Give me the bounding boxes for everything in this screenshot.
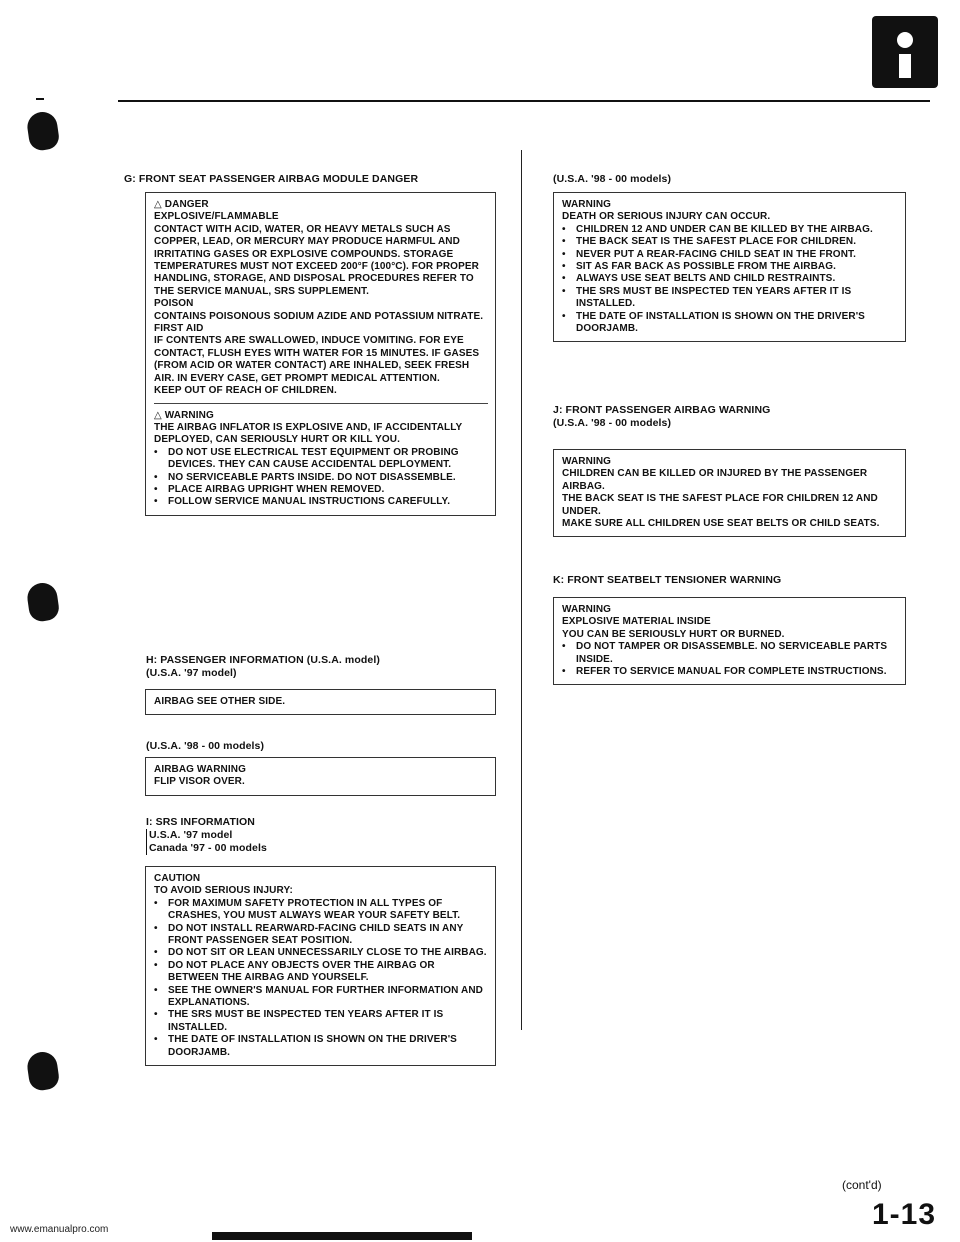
- warning-section: [154, 410, 488, 509]
- warning-intro: THE AIRBAG INFLATOR IS EXPLOSIVE AND, IF ACCIDENTALLY DEPLOYED, CAN SERIOUSLY HURT OR KILL YOU.: [154, 421, 463, 446]
- list-item: • SEE THE OWNER'S MANUAL FOR FURTHER INFORMATION AND EXPLANATIONS.: [154, 984, 483, 1009]
- warning-triangle-icon: △: [154, 199, 162, 210]
- list-item: • REFER TO SERVICE MANUAL FOR COMPLETE INSTRUCTIONS.: [562, 666, 887, 678]
- column-divider: [521, 150, 522, 1030]
- danger-text: KEEP OUT OF REACH OF CHILDREN.: [154, 385, 337, 397]
- list-item: • NO SERVICEABLE PARTS INSIDE. DO NOT DISASSEMBLE.: [154, 471, 456, 483]
- danger-text: POISON: [154, 298, 194, 310]
- binder-tab-2: [26, 581, 61, 623]
- margin-mark: [36, 98, 44, 100]
- caution-title: CAUTION: [154, 873, 201, 884]
- list-item: • SIT AS FAR BACK AS POSSIBLE FROM THE AIRBAG.: [562, 261, 836, 273]
- danger-text: EXPLOSIVE/FLAMMABLE: [154, 211, 279, 223]
- right-top-sub: (U.S.A. '98 - 00 models): [553, 173, 672, 185]
- k-heading: K: FRONT SEATBELT TENSIONER WARNING: [553, 574, 782, 586]
- continued-label: (cont'd): [842, 1178, 882, 1192]
- i-heading: I: SRS INFORMATION: [146, 816, 255, 828]
- j-heading: J: FRONT PASSENGER AIRBAG WARNING: [553, 404, 771, 416]
- binder-tab-3: [26, 1050, 61, 1092]
- header-rule: [118, 100, 930, 102]
- danger-text: CONTACT WITH ACID, WATER, OR HEAVY METALS SUCH AS COPPER, LEAD, OR MERCURY MAY PRODUCE HARMFUL AND IRRITATING GASES OR EXPLOSIVE COMPOUNDS. STORAGE TEMPERATURES MUST NOT EXCEED 200°F (100°C). FOR PROPER HANDLING, STORAGE, AND DISPOSAL PROCEDURES REFER TO THE SERVICE MANUAL, SRS SUPPLEMENT.: [154, 223, 479, 297]
- footer-bar: [212, 1232, 472, 1240]
- danger-section: [154, 199, 488, 404]
- danger-title: DANGER: [164, 199, 209, 210]
- passenger-airbag-warning-label: WARNING CHILDREN CAN BE KILLED OR INJURED BY THE PASSENGER AIRBAG. THE BACK SEAT IS THE SAFEST PLACE FOR CHILDREN 12 AND UNDER. MAKE SURE ALL CHILDREN USE SEAT BELTS OR CHILD SEATS.: [553, 449, 906, 537]
- list-item: • ALWAYS USE SEAT BELTS AND CHILD RESTRAINTS.: [562, 273, 836, 285]
- visor-warning-label: AIRBAG WARNING FLIP VISOR OVER.: [145, 757, 496, 796]
- warning-title: WARNING: [164, 409, 214, 421]
- h-sub2: (U.S.A. '98 - 00 models): [146, 740, 265, 752]
- warning-triangle-icon: △: [154, 409, 162, 421]
- list-item: • DO NOT USE ELECTRICAL TEST EQUIPMENT OR PROBING DEVICES. THEY CAN CAUSE ACCIDENTAL DEPLOYMENT.: [154, 446, 459, 471]
- list-item: • CHILDREN 12 AND UNDER CAN BE KILLED BY THE AIRBAG.: [562, 223, 873, 235]
- h-heading: H: PASSENGER INFORMATION (U.S.A. model): [146, 654, 380, 666]
- danger-text: IF CONTENTS ARE SWALLOWED, INDUCE VOMITING. FOR EYE CONTACT, FLUSH EYES WITH WATER FOR 15 MINUTES. IF GASES (FROM ACID OR WATER CONTACT) ARE INHALED, SEEK FRESH AIR. IN EVERY CASE, GET PROMPT MEDICAL ATTENTION.: [154, 335, 480, 384]
- list-item: • THE BACK SEAT IS THE SAFEST PLACE FOR CHILDREN.: [562, 236, 857, 248]
- i-sub: U.S.A. '97 model Canada '97 - 00 models: [146, 829, 267, 855]
- warning-title: WARNING: [562, 199, 612, 210]
- list-item: • THE SRS MUST BE INSPECTED TEN YEARS AFTER IT IS INSTALLED.: [562, 285, 852, 310]
- list-item: • THE DATE OF INSTALLATION IS SHOWN ON THE DRIVER'S DOORJAMB.: [154, 1034, 457, 1058]
- airbag-see-other-side-label: AIRBAG SEE OTHER SIDE.: [145, 689, 496, 715]
- list-item: • DO NOT PLACE ANY OBJECTS OVER THE AIRBAG OR BETWEEN THE AIRBAG AND YOURSELF.: [154, 959, 435, 984]
- death-injury-warning-label: WARNING DEATH OR SERIOUS INJURY CAN OCCUR. • CHILDREN 12 AND UNDER CAN BE KILLED BY THE AIRBAG. • THE BACK SEAT IS THE SAFEST PLACE FOR CHILDREN. • NEVER PUT A REAR-FACING CHILD SEAT IN THE FRONT. • SIT AS FAR BACK AS POSSIBLE FROM THE AIRBAG. • ALWAYS USE SEAT BELTS AND CHILD RESTRAINTS. • THE SRS MUST BE INSPECTED TEN YEARS AFTER IT IS INSTALLED. • THE DATE OF INSTALLATION IS SHOWN ON THE DRIVER'S DOORJAMB.: [553, 192, 906, 342]
- airbag-module-label: [145, 192, 496, 516]
- list-item: • THE SRS MUST BE INSPECTED TEN YEARS AFTER IT IS INSTALLED.: [154, 1009, 444, 1033]
- caution-intro: TO AVOID SERIOUS INJURY:: [154, 885, 293, 897]
- caution-label: [145, 866, 496, 1066]
- j-sub: (U.S.A. '98 - 00 models): [553, 417, 672, 429]
- list-item: • FOR MAXIMUM SAFETY PROTECTION IN ALL TYPES OF CRASHES, YOU MUST ALWAYS WEAR YOUR SAFETY BELT.: [154, 897, 461, 922]
- list-item: • DO NOT TAMPER OR DISASSEMBLE. NO SERVICEABLE PARTS INSIDE.: [562, 641, 888, 665]
- list-item: • DO NOT SIT OR LEAN UNNECESSARILY CLOSE TO THE AIRBAG.: [154, 947, 487, 959]
- list-item: • THE DATE OF INSTALLATION IS SHOWN ON THE DRIVER'S DOORJAMB.: [562, 310, 865, 335]
- list-item: • FOLLOW SERVICE MANUAL INSTRUCTIONS CAREFULLY.: [154, 496, 451, 508]
- list-item: • NEVER PUT A REAR-FACING CHILD SEAT IN THE FRONT.: [562, 248, 856, 260]
- danger-text: CONTAINS POISONOUS SODIUM AZIDE AND POTASSIUM NITRATE.: [154, 310, 484, 322]
- list-item: • PLACE AIRBAG UPRIGHT WHEN REMOVED.: [154, 483, 385, 495]
- page-number: 1-13: [872, 1198, 937, 1231]
- h-sub: (U.S.A. '97 model): [146, 667, 237, 679]
- g-heading: G: FRONT SEAT PASSENGER AIRBAG MODULE DANGER: [124, 173, 419, 185]
- website-link[interactable]: www.emanualpro.com: [10, 1224, 109, 1235]
- info-icon: [872, 16, 938, 88]
- binder-tab-1: [26, 110, 61, 152]
- list-item: • DO NOT INSTALL REARWARD-FACING CHILD SEATS IN ANY FRONT PASSENGER SEAT POSITION.: [154, 922, 464, 947]
- tensioner-warning-label: WARNING EXPLOSIVE MATERIAL INSIDE YOU CAN BE SERIOUSLY HURT OR BURNED. • DO NOT TAMPER OR DISASSEMBLE. NO SERVICEABLE PARTS INSIDE. • REFER TO SERVICE MANUAL FOR COMPLETE INSTRUCTIONS.: [553, 597, 906, 685]
- danger-text: FIRST AID: [154, 323, 204, 335]
